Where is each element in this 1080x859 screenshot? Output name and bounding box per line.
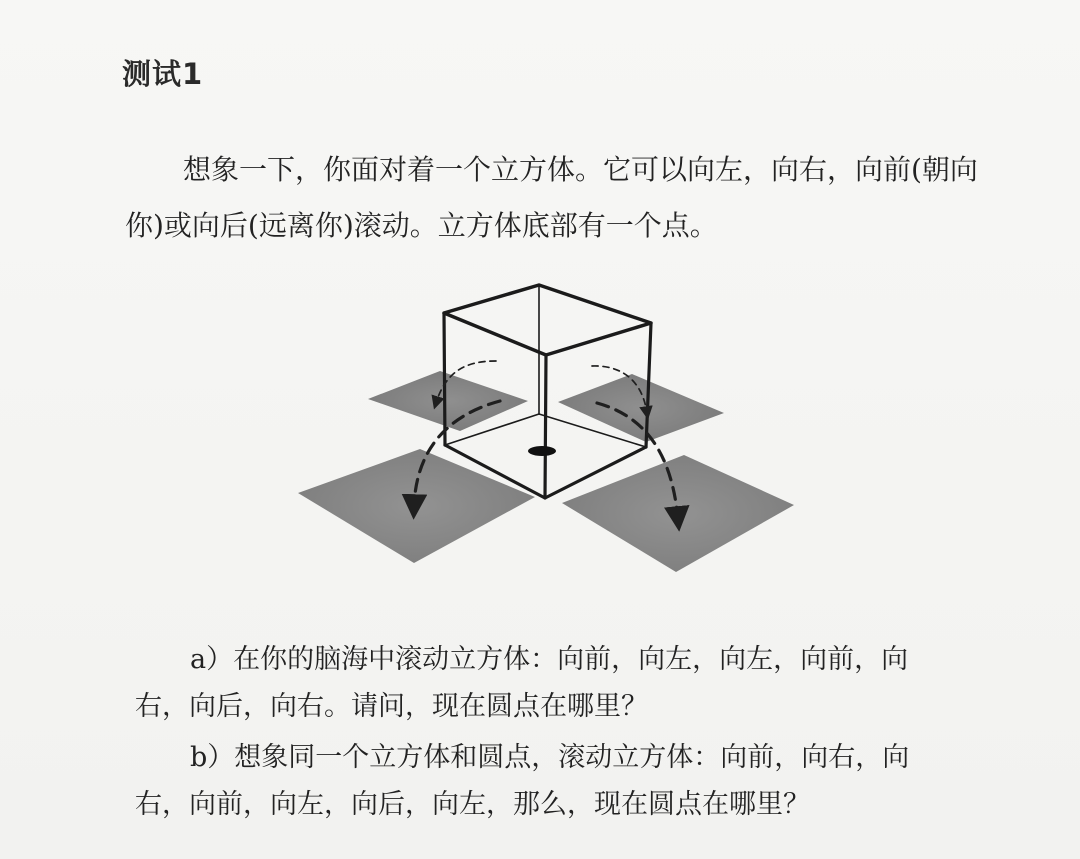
back-right-square: [558, 374, 724, 442]
question-b-text: b）想象同一个立方体和圆点，滚动立方体：向前，向右，向右，向前，向左，向后，向左，那么，现在圆点在哪里？: [135, 742, 910, 820]
intro-paragraph: [125, 142, 985, 254]
cube-rolling-illustration: [290, 275, 810, 580]
question-a: [135, 636, 955, 730]
test-title: 测试1: [122, 57, 204, 91]
back-left-square: [368, 371, 528, 431]
question-a-text: a）在你的脑海中滚动立方体：向前，向左，向左，向前，向右，向后，向右。请问，现在圆点在哪里？: [135, 644, 909, 722]
cube-diagram-svg: [290, 275, 810, 580]
bottom-dot: [528, 446, 556, 456]
front-left-square: [298, 449, 535, 563]
intro-text: 想象一下，你面对着一个立方体。它可以向左，向右，向前(朝向你)或向后(远离你)滚动。立方体底部有一个点。: [125, 153, 978, 242]
question-b: [135, 734, 955, 828]
